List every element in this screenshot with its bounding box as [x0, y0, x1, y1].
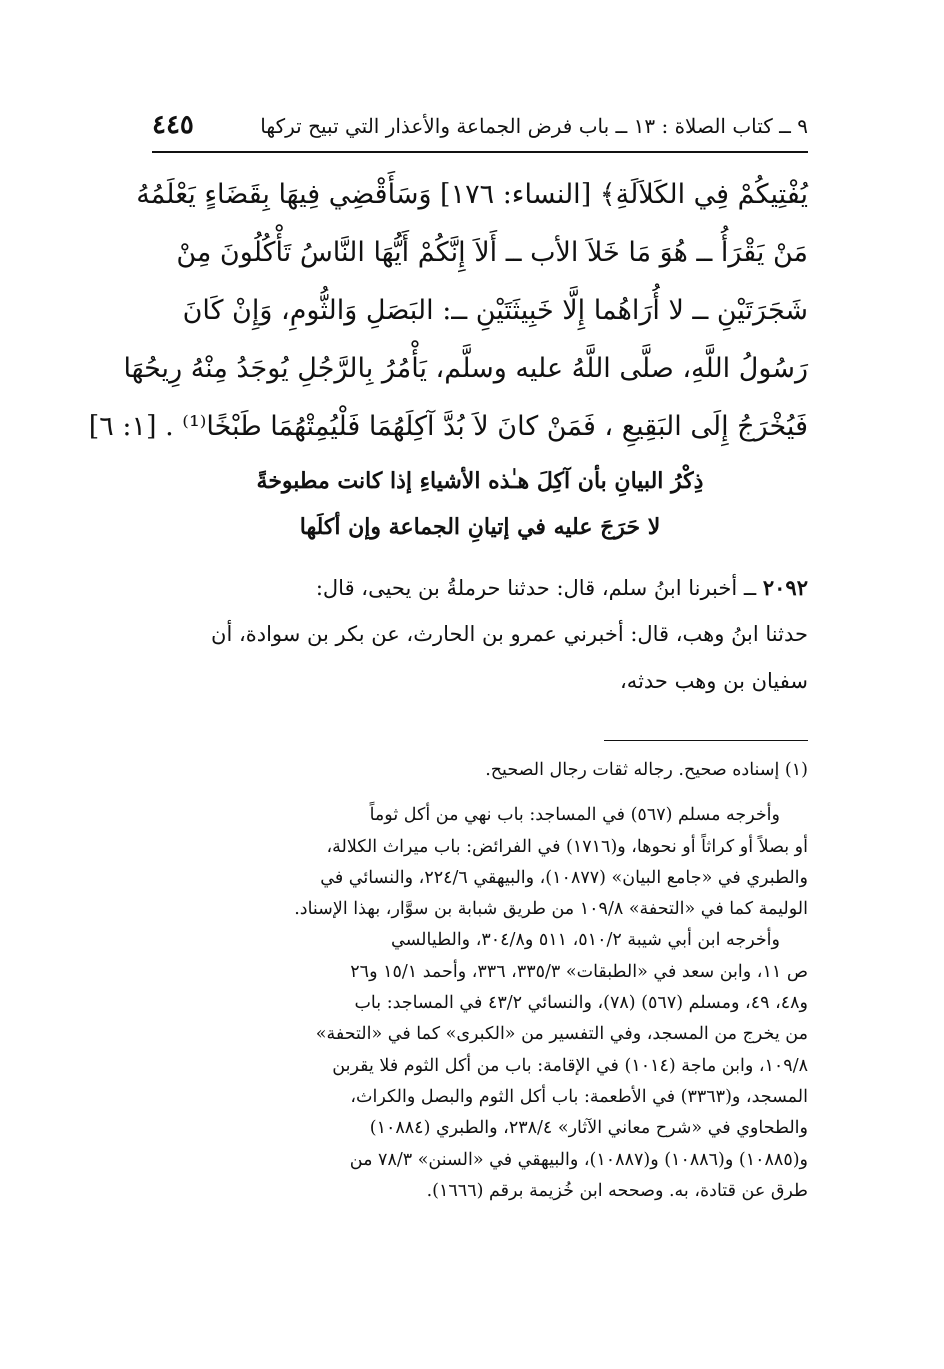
footnote-line: طرق عن قتادة، به. وصححه ابن خُزيمة برقم (١٦٦٦). — [426, 1180, 808, 1201]
footnote-line: ١٠٩/٨، وابن ماجة (١٠١٤) في الإقامة: باب من أكل الثوم فلا يقربن — [332, 1055, 808, 1076]
section-heading — [152, 458, 808, 550]
footnote-line: الوليمة كما في «التحفة» ١٠٩/٨ من طريق شبابة بن سوَّار، بهذا الإسناد. — [294, 899, 808, 920]
verse-line: فَيُخْرَجُ إِلَى البَقِيعِ ، فَمَنْ كانَ لاَ بُدَّ آكِلَهُمَا فَلْيُمِتْهُمَا طَبْخًا⁽¹⁾ . [١: ٦] — [88, 411, 808, 442]
section-heading-line: لا حَرَجَ عليه في إتيانِ الجماعة وإن أكلَها — [299, 514, 661, 540]
footnote-line: و(١٠٨٨٥) و(١٠٨٨٦) و(١٠٨٨٧)، والبيهقي في «السنن» ٧٨/٣ من — [349, 1149, 808, 1170]
verse-line: يُفْتِيكُمْ فِي الكَلاَلَةِ﴾ [النساء: ١٧٦] وَسَأَقْضِي فِيهَا بِقَضَاءٍ يَعْلَمُهُ — [136, 179, 808, 210]
footnote-line: المسجد، و(٣٣٦٣) في الأطعمة: باب أكل الثوم والبصل والكراث، — [350, 1086, 808, 1107]
hadith-block — [152, 564, 808, 705]
verse-block — [88, 166, 808, 456]
footnote-line: والطبري في «جامع البيان» (١٠٨٧٧)، والبيهقي ٢٢٤/٦، والنسائي في — [320, 867, 808, 888]
footnotes-block — [152, 755, 808, 1207]
footnote-separator — [604, 740, 808, 741]
verse-line: مَنْ يَقْرَأُ ــ هُوَ مَا خَلاَ الأب ــ أَلاَ إِنَّكُمْ أَيُّهَا النَّاسُ تَأْكُلُونَ مِنْ — [176, 237, 808, 268]
section-heading-line: ذِكْرُ البيانِ بأن آكِلَ هـٰذه الأشياءِ إذا كانت مطبوخةً — [256, 468, 704, 494]
footnote-line: (١) إسناده صحيح. رجاله ثقات رجال الصحيح. — [485, 760, 808, 780]
footnote-line: و٤٨، ٤٩، ومسلم (٥٦٧) (٧٨)، والنسائي ٤٣/٢ في المساجد: باب — [354, 993, 808, 1014]
footnote-gap — [152, 786, 808, 800]
footnote-line: والطحاوي في «شرح معاني الآثار» ٢٣٨/٤، والطبري (١٠٨٨٤) — [369, 1118, 808, 1139]
running-title: ٩ ــ كتاب الصلاة : ١٣ ــ باب فرض الجماعة والأعذار التي تبيح تركها — [260, 114, 808, 138]
header-rule — [152, 151, 808, 153]
page-number: ٤٤٥ — [152, 110, 194, 140]
footnote-line: أو بصلاً أو كراثاً أو نحوها، و(١٧١٦) في الفرائض: باب ميراث الكلالة، — [326, 836, 808, 857]
verse-line: شَجَرَتَيْنِ ــ لا أُرَاهُما إِلَّا خَبِيثَتَيْنِ ــ: البَصَلِ وَالثُّومِ، وَإِنْ كَانَ — [182, 295, 808, 326]
footnote-line: وأخرجه مسلم (٥٦٧) في المساجد: باب نهي من أكل ثوماً — [369, 805, 780, 826]
page-header — [152, 104, 808, 148]
footnote-line: وأخرجه ابن أبي شيبة ٥١٠/٢، ٥١١ و٣٠٤/٨، والطيالسي — [390, 930, 780, 951]
hadith-text: ــ أخبرنا ابنُ سلم، قال: حدثنا حرملةُ بن يحيى، قال: — [315, 576, 757, 600]
hadith-line: سفيان بن وهب حدثه، — [620, 669, 808, 693]
hadith-line — [152, 564, 808, 611]
footnote-line: ص ١١، وابن سعد في «الطبقات» ٣٣٥/٣، ٣٣٦، وأحمد ١٥/١ و٢٦ — [350, 961, 808, 982]
verse-line: رَسُولُ اللَّهِ، صلَّى اللَّهُ عليه وسلَّم، يَأْمُرُ بِالرَّجُلِ يُوجَدُ مِنْهُ رِيحُهَا — [123, 353, 808, 384]
footnote-line: من يخرج من المسجد، وفي التفسير من «الكبرى» كما في «التحفة» — [315, 1024, 808, 1045]
hadith-line: حدثنا ابنُ وهب، قال: أخبرني عمرو بن الحارث، عن بكر بن سوادة، أن — [211, 622, 808, 646]
hadith-number: ٢٠٩٢ — [762, 575, 808, 600]
